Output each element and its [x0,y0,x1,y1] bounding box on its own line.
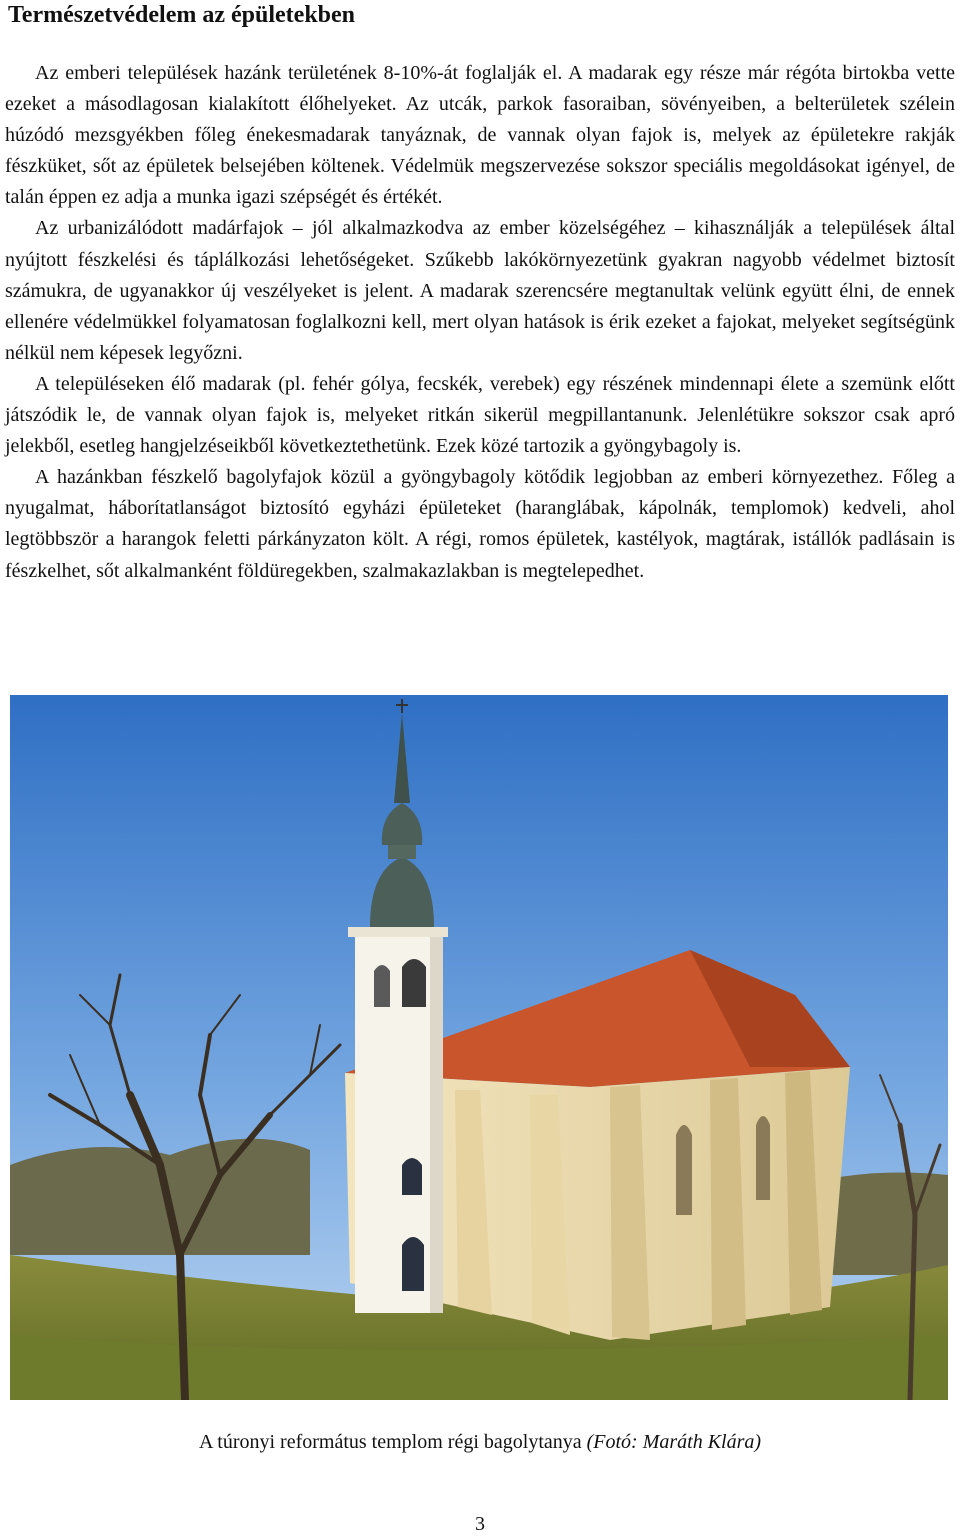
caption-text: A túronyi református templom régi bagolytanya [198,1431,587,1453]
church-photo [10,695,948,1400]
photo-caption [0,1428,960,1456]
page-title: Természetvédelem az épületekben [8,2,356,28]
caption-credit: (Fotó: Maráth Klára) [586,1431,762,1453]
paragraph: A hazánkban fészkelő bagolyfajok közül a gyöngybagoly kötődik legjobban az emberi környezethez. Főleg a nyugalmat, háborítatlanságot biztosító egyházi épületeket (haranglábak, kápolnák, templomok) kedveli, ahol legtöbbször a harangok feletti párkányzaton költ. A régi, romos épületek, kastélyok, magtárak, istállók padlásain is fészkelhet, sőt alkalmanként földüregekben, szalmakazlakban is megtelepedhet. [5,466,955,582]
page-number: 3 [475,1513,485,1535]
paragraph: Az urbanizálódott madárfajok – jól alkalmazkodva az ember közelségéhez – kihasználják a települések által nyújtott fészkelési és táplálkozási lehetőségeket. Szűkebb lakókörnyezetünk gyakran nagyobb védelmet biztosít számukra, de ugyanakkor új veszélyeket is jelent. A madarak szerencsére megtanultak velünk együtt élni, de ennek ellenére védelmükkel folyamatosan foglalkozni kell, mert olyan hatások is érik ezeket a fajokat, melyeket segítségünk nélkül nem képesek legyőzni. [5,217,955,364]
paragraph: Az emberi települések hazánk területének 8-10%-át foglalják el. A madarak egy része már régóta birtokba vette ezeket a másodlagosan kialakított élőhelyeket. Az utcák, parkok fasoraiban, sövényeiben, a belterületek szélein húzódó mezsgyékben főleg énekesmadarak tanyáznak, de vannak olyan fajok is, melyek az épületekre rakják fészküket, sőt az épületek belsejében költenek. Védelmük megszervezése sokszor speciális megoldásokat igényel, de talán éppen ez adja a munka igazi szépségét és értékét. [5,62,955,209]
paragraph: A településeken élő madarak (pl. fehér gólya, fecskék, verebek) egy részének mindennapi élete a szemünk előtt játszódik le, de vannak olyan fajok is, melyeket ritkán sikerül megpillantanunk. Jelenlétükre sokszor csak apró jelekből, esetleg hangjelzéseikből következtethetünk. Ezek közé tartozik a gyöngybagoly is. [5,372,955,458]
article-body [5,58,955,587]
